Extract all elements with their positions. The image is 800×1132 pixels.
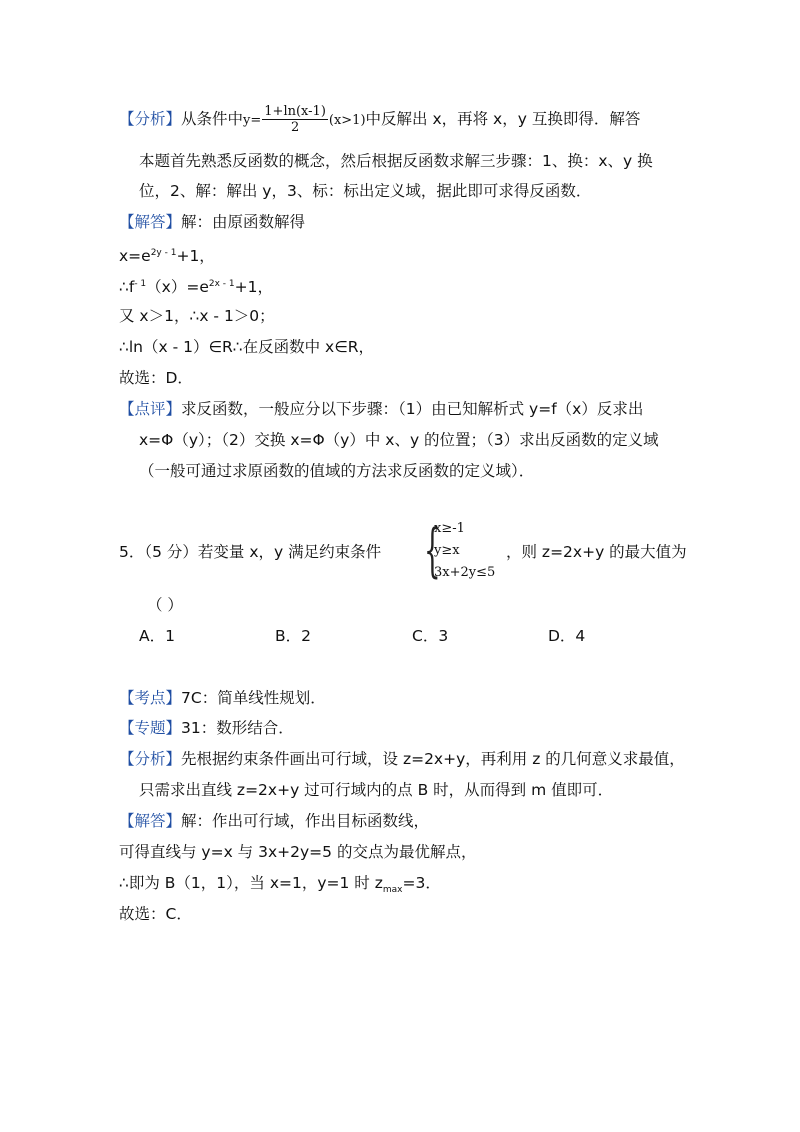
option-b: B．2 <box>275 627 311 645</box>
option-c: C．3 <box>412 627 449 645</box>
option-d: D．4 <box>548 627 586 645</box>
q4-analysis-line2: 本题首先熟悉反函数的概念，然后根据反函数求解三步骤：1、换：x、y 换 <box>139 152 653 170</box>
z-subscript: max <box>382 885 403 896</box>
y-eq: y= <box>243 113 262 128</box>
fraction-numerator: 1+ln(x-1) <box>264 104 326 119</box>
eq1-tail: +1， <box>176 247 215 266</box>
constraint-2: y≥x <box>434 543 460 558</box>
analysis-text-post: 中反解出 x，再将 x，y 互换即得．解答 <box>365 110 641 128</box>
left-brace: { <box>424 516 441 584</box>
q5-answer-line3 <box>119 872 441 901</box>
q5-zhuanti <box>119 717 294 739</box>
comment-text: 求反函数，一般应分以下步骤：（1）由已知解析式 y=f（x）反求出 <box>181 400 644 418</box>
eq2-tail: +1， <box>234 278 273 297</box>
q4-comment-line1 <box>119 398 643 420</box>
comment-tag: 【点评】 <box>119 400 182 418</box>
eq1-exponent: 2y - 1 <box>150 248 177 258</box>
constraint-1: x≥-1 <box>434 521 465 536</box>
eq2-mid: （x）=e <box>146 278 209 297</box>
q5-answer-line2: 可得直线与 y=x 与 3x+2y=5 的交点为最优解点， <box>119 843 477 861</box>
analysis-text: 先根据约束条件画出可行域，设 z=2x+y，再利用 z 的几何意义求最值， <box>181 750 685 768</box>
q4-choice: 故选：D． <box>119 369 193 387</box>
q4-analysis-line1 <box>119 104 640 135</box>
q5-stem-post: ，则 z=2x+y 的最大值为 <box>506 543 687 561</box>
kaodian-tag: 【考点】 <box>119 689 182 707</box>
q4-eq2 <box>119 273 273 298</box>
q5-analysis-line2: 只需求出直线 z=2x+y 过可行域内的点 B 时，从而得到 m 值即可． <box>139 781 614 799</box>
analysis-tag: 【分析】 <box>119 110 182 128</box>
analysis-text: 从条件中 <box>181 110 244 128</box>
answer-tag: 【解答】 <box>119 213 182 231</box>
option-a: A．1 <box>139 627 175 645</box>
q4-answer-heading <box>119 211 305 233</box>
q5-blank: （ ） <box>147 596 183 614</box>
q5-answer-line1 <box>119 810 429 832</box>
q5-analysis-line1 <box>119 748 685 770</box>
eq2-pre: ∴f <box>119 278 135 297</box>
domain-condition: (x>1) <box>328 113 366 128</box>
answer-line3-pre: ∴即为 B（1，1），当 x=1，y=1 时 z <box>119 874 383 892</box>
q5-kaodian <box>119 687 326 709</box>
q5-choice: 故选：C． <box>119 905 192 923</box>
fraction <box>262 104 328 135</box>
q5-stem-pre: 5．（5 分）若变量 x，y 满足约束条件 <box>119 543 382 561</box>
analysis-tag: 【分析】 <box>119 750 182 768</box>
q4-eq1 <box>119 242 215 267</box>
constraint-3: 3x+2y≤5 <box>434 565 496 580</box>
q4-analysis-line3: 位，2、解：解出 y，3、标：标出定义域，据此即可求得反函数． <box>139 182 592 200</box>
q4-eq3: 又 x＞1，∴x - 1＞0； <box>119 307 275 325</box>
eq2-exponent: 2x - 1 <box>208 279 235 289</box>
answer-tag: 【解答】 <box>119 812 182 830</box>
q4-eq4: ∴ln（x - 1）∈R∴在反函数中 x∈R， <box>119 338 374 356</box>
constraint-system <box>424 516 504 585</box>
kaodian-text: 7C：简单线性规划． <box>181 689 326 707</box>
answer-text: 解：作出可行域，作出目标函数线， <box>181 812 430 830</box>
zhuanti-tag: 【专题】 <box>119 719 182 737</box>
q4-comment-line2: x=Φ（y）；（2）交换 x=Φ（y）中 x、y 的位置；（3）求出反函数的定义域 <box>139 431 659 449</box>
eq2-sup: - 1 <box>134 279 147 289</box>
zhuanti-text: 31：数形结合． <box>181 719 294 737</box>
q4-comment-line3: （一般可通过求原函数的值域的方法求反函数的定义域）． <box>139 462 535 480</box>
fraction-denominator: 2 <box>290 120 300 135</box>
answer-line3-post: =3． <box>402 874 441 892</box>
eq1-base: x=e <box>119 247 151 266</box>
answer-text: 解：由原函数解得 <box>181 213 306 231</box>
